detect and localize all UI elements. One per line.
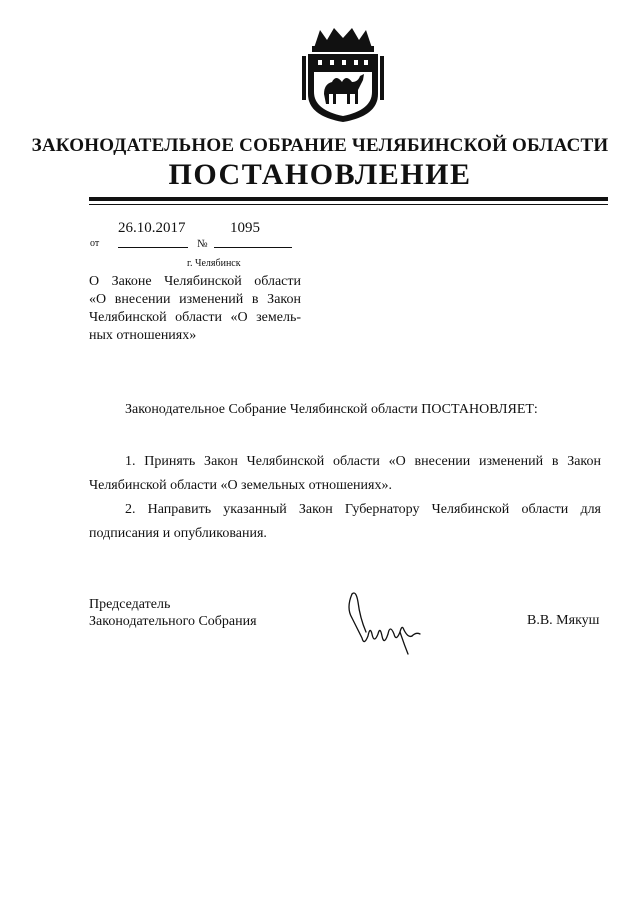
subject-line: ных отношениях»	[89, 328, 197, 343]
subject-line: Челябинской области «О земель-	[89, 310, 301, 325]
document-type-title: ПОСТАНОВЛЕНИЕ	[168, 158, 472, 191]
number-underline	[214, 247, 292, 248]
signer-position	[89, 596, 257, 630]
signer-name: В.В. Мякуш	[527, 613, 600, 628]
document-subject	[89, 273, 301, 345]
city-label: г. Челябинск	[187, 258, 241, 269]
signer-position-line: Законодательного Собрания	[89, 614, 257, 629]
header-rule-thick	[89, 197, 608, 201]
date-label: от	[90, 238, 100, 249]
signer-position-line: Председатель	[89, 597, 171, 612]
preamble: Законодательное Собрание Челябинской области ПОСТАНОВЛЯЕТ:	[125, 402, 538, 417]
date-underline	[118, 247, 188, 248]
number-label: №	[197, 238, 208, 250]
subject-line: «О внесении изменений в Закон	[89, 292, 301, 307]
resolution-item-1: 1. Принять Закон Челябинской области «О внесении изменений в Закон Челябинской области «О земельных отношениях».	[89, 454, 601, 493]
handwritten-signature	[342, 588, 432, 658]
subject-line: О Законе Челябинской области	[89, 274, 301, 289]
header-rule-thin	[89, 204, 608, 205]
coat-of-arms-icon	[300, 24, 386, 124]
resolution-item-2: 2. Направить указанный Закон Губернатору Челябинской области для подписания и опубликования.	[89, 502, 601, 541]
organization-title: ЗАКОНОДАТЕЛЬНОЕ СОБРАНИЕ ЧЕЛЯБИНСКОЙ ОБЛАСТИ	[31, 135, 609, 156]
document-date: 26.10.2017	[118, 220, 186, 236]
document-number: 1095	[230, 220, 260, 236]
